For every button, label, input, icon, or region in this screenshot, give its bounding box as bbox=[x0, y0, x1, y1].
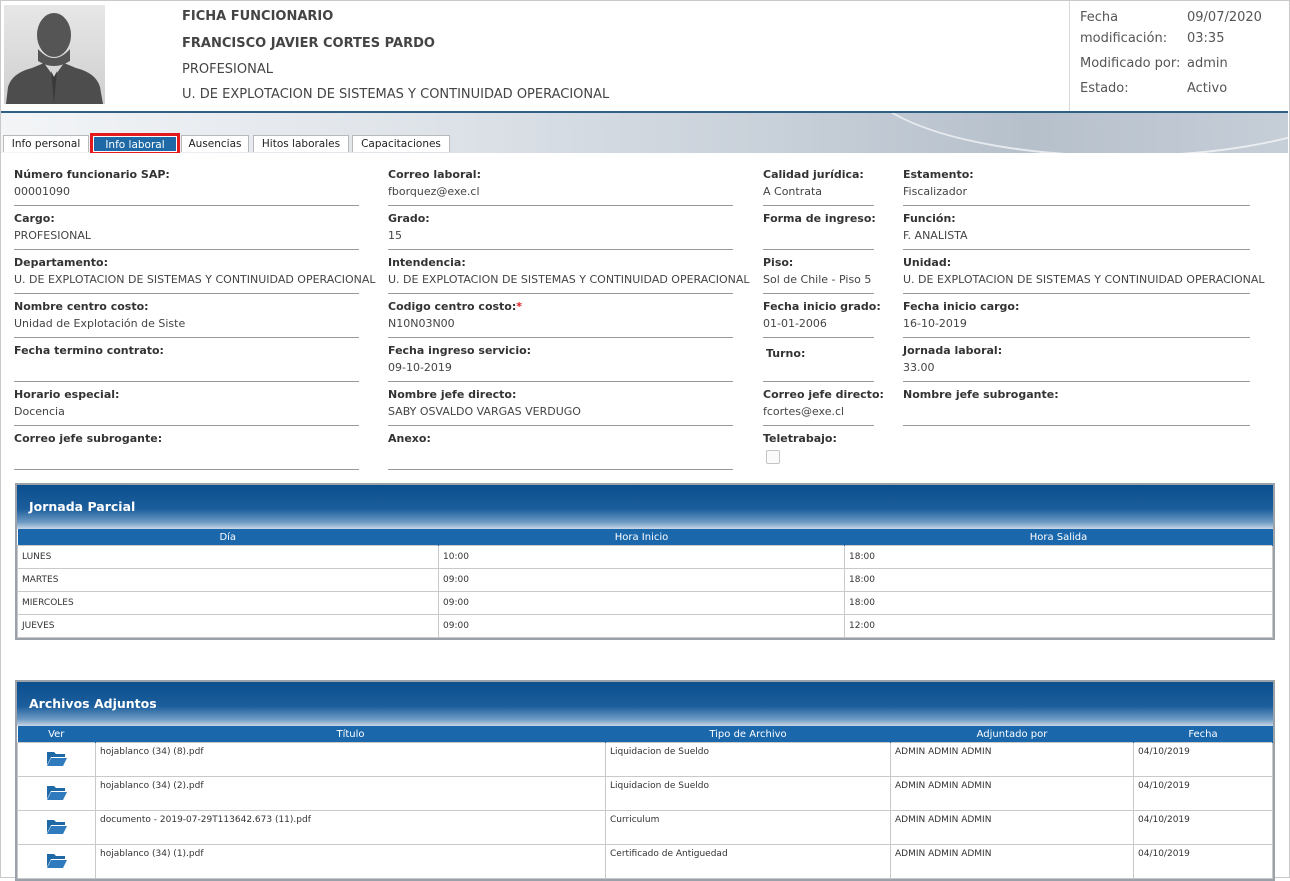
modification-time: 03:35 bbox=[1187, 31, 1225, 46]
cell-tipo-archivo: Liquidacion de Sueldo bbox=[606, 777, 891, 811]
column-header-titulo[interactable]: Título bbox=[96, 726, 606, 743]
funcion-underline bbox=[903, 249, 1250, 250]
cell-titulo: hojablanco (34) (2).pdf bbox=[96, 777, 606, 811]
codigo-centro-costo-label-text: Codigo centro costo: bbox=[388, 300, 517, 313]
fecha-inicio-grado-label: Fecha inicio grado: bbox=[763, 300, 881, 313]
funcion-label: Función: bbox=[903, 212, 956, 225]
unidad-label: Unidad: bbox=[903, 256, 952, 269]
fecha-label: Fecha bbox=[1080, 10, 1119, 25]
estamento-label: Estamento: bbox=[903, 168, 974, 181]
cell-tipo-archivo: Liquidacion de Sueldo bbox=[606, 743, 891, 777]
table-row bbox=[18, 615, 1273, 638]
correo-laboral-label: Correo laboral: bbox=[388, 168, 481, 181]
jornada-laboral-label: Jornada laboral: bbox=[903, 344, 1003, 357]
horario-especial-underline bbox=[14, 425, 359, 426]
cell-ver bbox=[18, 777, 96, 811]
estado-label: Estado: bbox=[1080, 81, 1129, 96]
table-row bbox=[18, 546, 1273, 569]
cell-adjuntado-por: ADMIN ADMIN ADMIN bbox=[891, 845, 1134, 879]
tab-info-personal[interactable]: Info personal bbox=[3, 135, 89, 152]
grado-underline bbox=[388, 249, 733, 250]
departamento-value: U. DE EXPLOTACION DE SISTEMAS Y CONTINUIDAD OPERACIONAL bbox=[14, 273, 376, 286]
person-silhouette-icon bbox=[4, 5, 105, 104]
cell-hora-inicio: 10:00 bbox=[439, 546, 845, 569]
avatar bbox=[4, 5, 105, 104]
modification-info bbox=[1069, 1, 1288, 111]
cell-adjuntado-por: ADMIN ADMIN ADMIN bbox=[891, 811, 1134, 845]
departamento-underline bbox=[14, 293, 359, 294]
teletrabajo-checkbox[interactable] bbox=[766, 450, 780, 464]
fecha-ingreso-servicio-underline bbox=[388, 381, 733, 382]
tabs-bar bbox=[1, 113, 1288, 153]
correo-jefe-subrogante-underline bbox=[14, 469, 359, 470]
cell-hora-salida: 12:00 bbox=[845, 615, 1273, 638]
nombre-jefe-directo-label: Nombre jefe directo: bbox=[388, 388, 517, 401]
estado-value: Activo bbox=[1187, 81, 1228, 96]
tab-info-laboral[interactable]: Info laboral bbox=[93, 136, 177, 152]
cell-adjuntado-por: ADMIN ADMIN ADMIN bbox=[891, 777, 1134, 811]
column-header-dia[interactable]: Día bbox=[18, 529, 439, 546]
correo-jefe-directo-underline bbox=[763, 425, 874, 426]
calidad-juridica-value: A Contrata bbox=[763, 185, 823, 198]
fecha-ingreso-servicio-label: Fecha ingreso servicio: bbox=[388, 344, 532, 357]
intendencia-underline bbox=[388, 293, 733, 294]
cell-dia: JUEVES bbox=[18, 615, 439, 638]
folder-open-icon[interactable] bbox=[46, 784, 68, 801]
piso-label: Piso: bbox=[763, 256, 794, 269]
modificado-por-label: Modificado por: bbox=[1080, 56, 1181, 71]
fecha-inicio-grado-underline bbox=[763, 337, 874, 338]
page-title: FICHA FUNCIONARIO bbox=[182, 9, 334, 24]
cargo-label: Cargo: bbox=[14, 212, 55, 225]
fecha-inicio-cargo-label: Fecha inicio cargo: bbox=[903, 300, 1020, 313]
correo-laboral-value: fborquez@exe.cl bbox=[388, 185, 480, 198]
column-header-adjuntado-por[interactable]: Adjuntado por bbox=[891, 726, 1134, 743]
horario-especial-label: Horario especial: bbox=[14, 388, 120, 401]
fecha-ingreso-servicio-value: 09-10-2019 bbox=[388, 361, 452, 374]
forma-ingreso-label: Forma de ingreso: bbox=[763, 212, 876, 225]
cell-titulo: hojablanco (34) (8).pdf bbox=[96, 743, 606, 777]
nombre-centro-costo-value: Unidad de Explotación de Siste bbox=[14, 317, 186, 330]
cell-fecha: 04/10/2019 bbox=[1134, 845, 1273, 879]
nombre-jefe-subrogante-label: Nombre jefe subrogante: bbox=[903, 388, 1059, 401]
jornada-table bbox=[17, 529, 1273, 638]
cargo-underline bbox=[14, 249, 359, 250]
cargo-value: PROFESIONAL bbox=[14, 229, 91, 242]
anexo-underline bbox=[388, 469, 733, 470]
fecha-termino-contrato-label: Fecha termino contrato: bbox=[14, 344, 164, 357]
employee-name: FRANCISCO JAVIER CORTES PARDO bbox=[182, 36, 435, 51]
column-header-tipo-archivo[interactable]: Tipo de Archivo bbox=[606, 726, 891, 743]
fecha-inicio-grado-value: 01-01-2006 bbox=[763, 317, 827, 330]
jornada-laboral-underline bbox=[903, 381, 1250, 382]
fecha-inicio-cargo-underline bbox=[903, 337, 1250, 338]
turno-label: Turno: bbox=[766, 347, 806, 360]
cell-adjuntado-por: ADMIN ADMIN ADMIN bbox=[891, 743, 1134, 777]
jornada-parcial-title: Jornada Parcial bbox=[17, 485, 1273, 529]
cell-ver bbox=[18, 743, 96, 777]
column-header-hora-salida[interactable]: Hora Salida bbox=[845, 529, 1273, 546]
cell-dia: LUNES bbox=[18, 546, 439, 569]
folder-open-icon[interactable] bbox=[46, 818, 68, 835]
nombre-jefe-directo-underline bbox=[388, 425, 733, 426]
employee-header bbox=[1, 1, 1288, 113]
calidad-juridica-label: Calidad jurídica: bbox=[763, 168, 864, 181]
table-row bbox=[18, 811, 1273, 845]
grado-value: 15 bbox=[388, 229, 402, 242]
cell-titulo: documento - 2019-07-29T113642.673 (11).pdf bbox=[96, 811, 606, 845]
jornada-parcial-panel bbox=[15, 483, 1275, 640]
codigo-centro-costo-value: N10N03N00 bbox=[388, 317, 455, 330]
estamento-underline bbox=[903, 205, 1250, 206]
table-row bbox=[18, 743, 1273, 777]
tab-capacitaciones[interactable]: Capacitaciones bbox=[352, 135, 450, 152]
correo-jefe-directo-label: Correo jefe directo: bbox=[763, 388, 884, 401]
intendencia-label: Intendencia: bbox=[388, 256, 466, 269]
cell-tipo-archivo: Curriculum bbox=[606, 811, 891, 845]
numero-sap-value: 00001090 bbox=[14, 185, 70, 198]
archivos-adjuntos-title: Archivos Adjuntos bbox=[17, 682, 1273, 726]
column-header-hora-inicio[interactable]: Hora Inicio bbox=[439, 529, 845, 546]
cell-fecha: 04/10/2019 bbox=[1134, 811, 1273, 845]
cell-dia: MARTES bbox=[18, 569, 439, 592]
table-row bbox=[18, 569, 1273, 592]
decorative-arc bbox=[861, 113, 1288, 153]
grado-label: Grado: bbox=[388, 212, 430, 225]
cell-hora-inicio: 09:00 bbox=[439, 569, 845, 592]
jornada-laboral-value: 33.00 bbox=[903, 361, 935, 374]
funcion-value: F. ANALISTA bbox=[903, 229, 968, 242]
correo-laboral-underline bbox=[388, 205, 733, 206]
codigo-centro-costo-label bbox=[388, 300, 522, 313]
modificado-por-value: admin bbox=[1187, 56, 1228, 71]
folder-open-icon[interactable] bbox=[46, 852, 68, 869]
forma-ingreso-underline bbox=[763, 249, 874, 250]
correo-jefe-subrogante-label: Correo jefe subrogante: bbox=[14, 432, 163, 445]
turno-underline bbox=[763, 381, 874, 382]
tab-ausencias[interactable]: Ausencias bbox=[181, 135, 249, 152]
employee-unit: U. DE EXPLOTACION DE SISTEMAS Y CONTINUIDAD OPERACIONAL bbox=[182, 87, 610, 102]
codigo-centro-costo-underline bbox=[388, 337, 733, 338]
cell-ver bbox=[18, 845, 96, 879]
unidad-underline bbox=[903, 293, 1250, 294]
tab-hitos-laborales[interactable]: Hitos laborales bbox=[253, 135, 349, 152]
column-header-ver[interactable]: Ver bbox=[18, 726, 96, 743]
anexo-label: Anexo: bbox=[388, 432, 431, 445]
piso-value: Sol de Chile - Piso 5 bbox=[763, 273, 872, 286]
nombre-centro-costo-label: Nombre centro costo: bbox=[14, 300, 149, 313]
calidad-juridica-underline bbox=[763, 205, 874, 206]
numero-sap-label: Número funcionario SAP: bbox=[14, 168, 170, 181]
employee-role: PROFESIONAL bbox=[182, 62, 273, 77]
archivos-adjuntos-panel bbox=[15, 680, 1275, 881]
jornada-header-row bbox=[18, 529, 1273, 546]
folder-open-icon[interactable] bbox=[46, 750, 68, 767]
archivos-header-row bbox=[18, 726, 1273, 743]
nombre-jefe-directo-value: SABY OSVALDO VARGAS VERDUGO bbox=[388, 405, 581, 418]
table-row bbox=[18, 592, 1273, 615]
cell-hora-salida: 18:00 bbox=[845, 592, 1273, 615]
cell-hora-inicio: 09:00 bbox=[439, 615, 845, 638]
cell-hora-inicio: 09:00 bbox=[439, 592, 845, 615]
required-marker: * bbox=[516, 300, 523, 313]
teletrabajo-label: Teletrabajo: bbox=[763, 432, 837, 445]
estamento-value: Fiscalizador bbox=[903, 185, 967, 198]
cell-hora-salida: 18:00 bbox=[845, 569, 1273, 592]
piso-underline bbox=[763, 293, 874, 294]
unidad-value: U. DE EXPLOTACION DE SISTEMAS Y CONTINUIDAD OPERACIONAL bbox=[903, 273, 1265, 286]
archivos-table bbox=[17, 726, 1273, 879]
horario-especial-value: Docencia bbox=[14, 405, 65, 418]
cell-ver bbox=[18, 811, 96, 845]
modificacion-label: modificación: bbox=[1080, 31, 1168, 46]
cell-titulo: hojablanco (34) (1).pdf bbox=[96, 845, 606, 879]
fecha-inicio-cargo-value: 16-10-2019 bbox=[903, 317, 967, 330]
cell-dia: MIERCOLES bbox=[18, 592, 439, 615]
table-row bbox=[18, 845, 1273, 879]
cell-fecha: 04/10/2019 bbox=[1134, 777, 1273, 811]
column-header-fecha[interactable]: Fecha bbox=[1134, 726, 1273, 743]
table-row bbox=[18, 777, 1273, 811]
correo-jefe-directo-value: fcortes@exe.cl bbox=[763, 405, 845, 418]
nombre-centro-costo-underline bbox=[14, 337, 359, 338]
nombre-jefe-subrogante-underline bbox=[903, 425, 1250, 426]
cell-hora-salida: 18:00 bbox=[845, 546, 1273, 569]
modification-date: 09/07/2020 bbox=[1187, 10, 1262, 25]
intendencia-value: U. DE EXPLOTACION DE SISTEMAS Y CONTINUIDAD OPERACIONAL bbox=[388, 273, 750, 286]
cell-fecha: 04/10/2019 bbox=[1134, 743, 1273, 777]
departamento-label: Departamento: bbox=[14, 256, 108, 269]
cell-tipo-archivo: Certificado de Antiguedad bbox=[606, 845, 891, 879]
fecha-termino-contrato-underline bbox=[14, 381, 359, 382]
numero-sap-underline bbox=[14, 205, 359, 206]
